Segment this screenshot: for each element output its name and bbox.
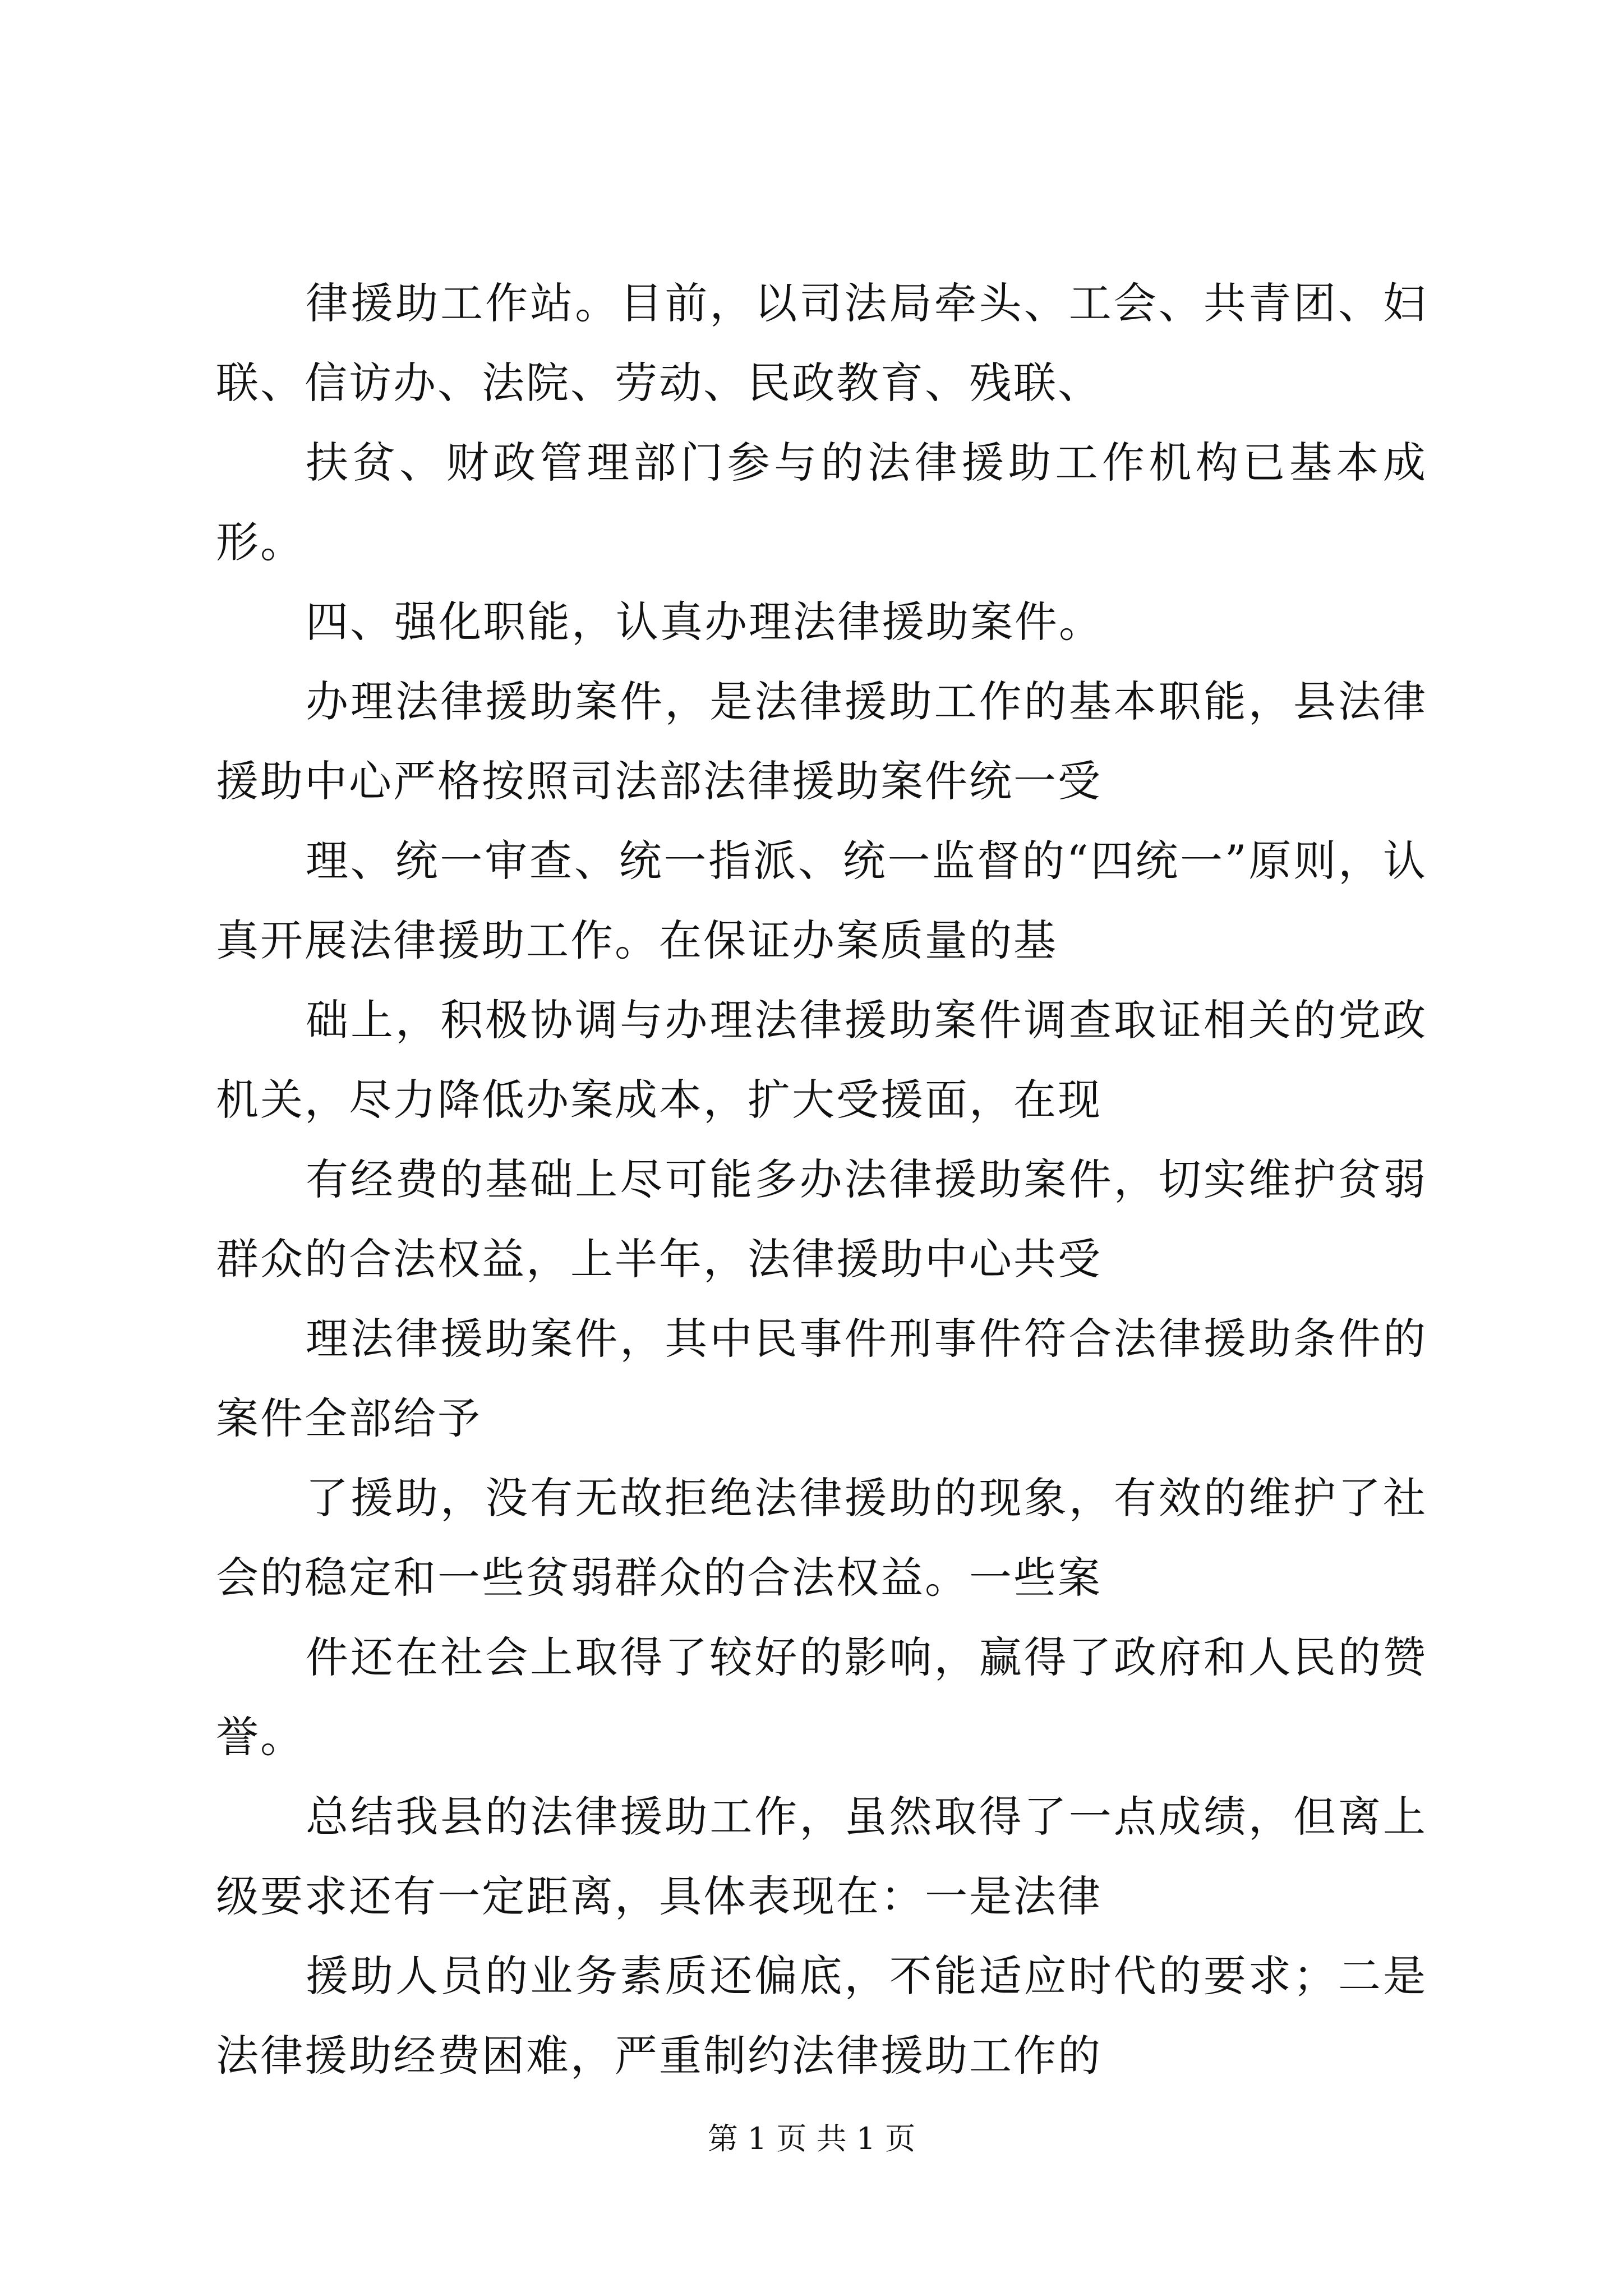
paragraph-8: 理法律援助案件，其中民事件刑事件符合法律援助条件的案件全部给予 [216,1314,1427,1443]
paragraph-2: 扶贫、财政管理部门参与的法律援助工作机构已基本成形。 [216,438,1427,567]
body-text [216,264,1427,2096]
paragraph-12: 援助人员的业务素质还偏底，不能适应时代的要求；二是法律援助经费困难，严重制约法律援助工作的 [216,1951,1427,2081]
paragraph-6: 础上，积极协调与办理法律援助案件调查取证相关的党政机关，尽力降低办案成本，扩大受援面，在现 [216,995,1427,1125]
paragraph-10: 件还在社会上取得了较好的影响，赢得了政府和人民的赞誉。 [216,1632,1427,1762]
paragraph-11: 总结我县的法律援助工作，虽然取得了一点成绩，但离上级要求还有一定距离，具体表现在：一是法律 [216,1792,1427,1921]
paragraph-7: 有经费的基础上尽可能多办法律援助案件，切实维护贫弱群众的合法权益，上半年，法律援助中心共受 [216,1154,1427,1284]
paragraph-9: 了援助，没有无故拒绝法律援助的现象，有效的维护了社会的稳定和一些贫弱群众的合法权益。一些案 [216,1473,1427,1603]
paragraph-4: 办理法律援助案件，是法律援助工作的基本职能，县法律援助中心严格按照司法部法律援助案件统一受 [216,677,1427,806]
paragraph-5: 理、统一审查、统一指派、统一监督的“四统一”原则，认真开展法律援助工作。在保证办案质量的基 [216,836,1427,965]
paragraph-3: 四、强化职能，认真办理法律援助案件。 [306,597,1103,647]
paragraph-1: 律援助工作站。目前，以司法局牵头、工会、共青团、妇联、信访办、法院、劳动、民政教育、残联、 [216,278,1427,408]
page-footer: 第 1 页 共 1 页 [707,2121,916,2156]
